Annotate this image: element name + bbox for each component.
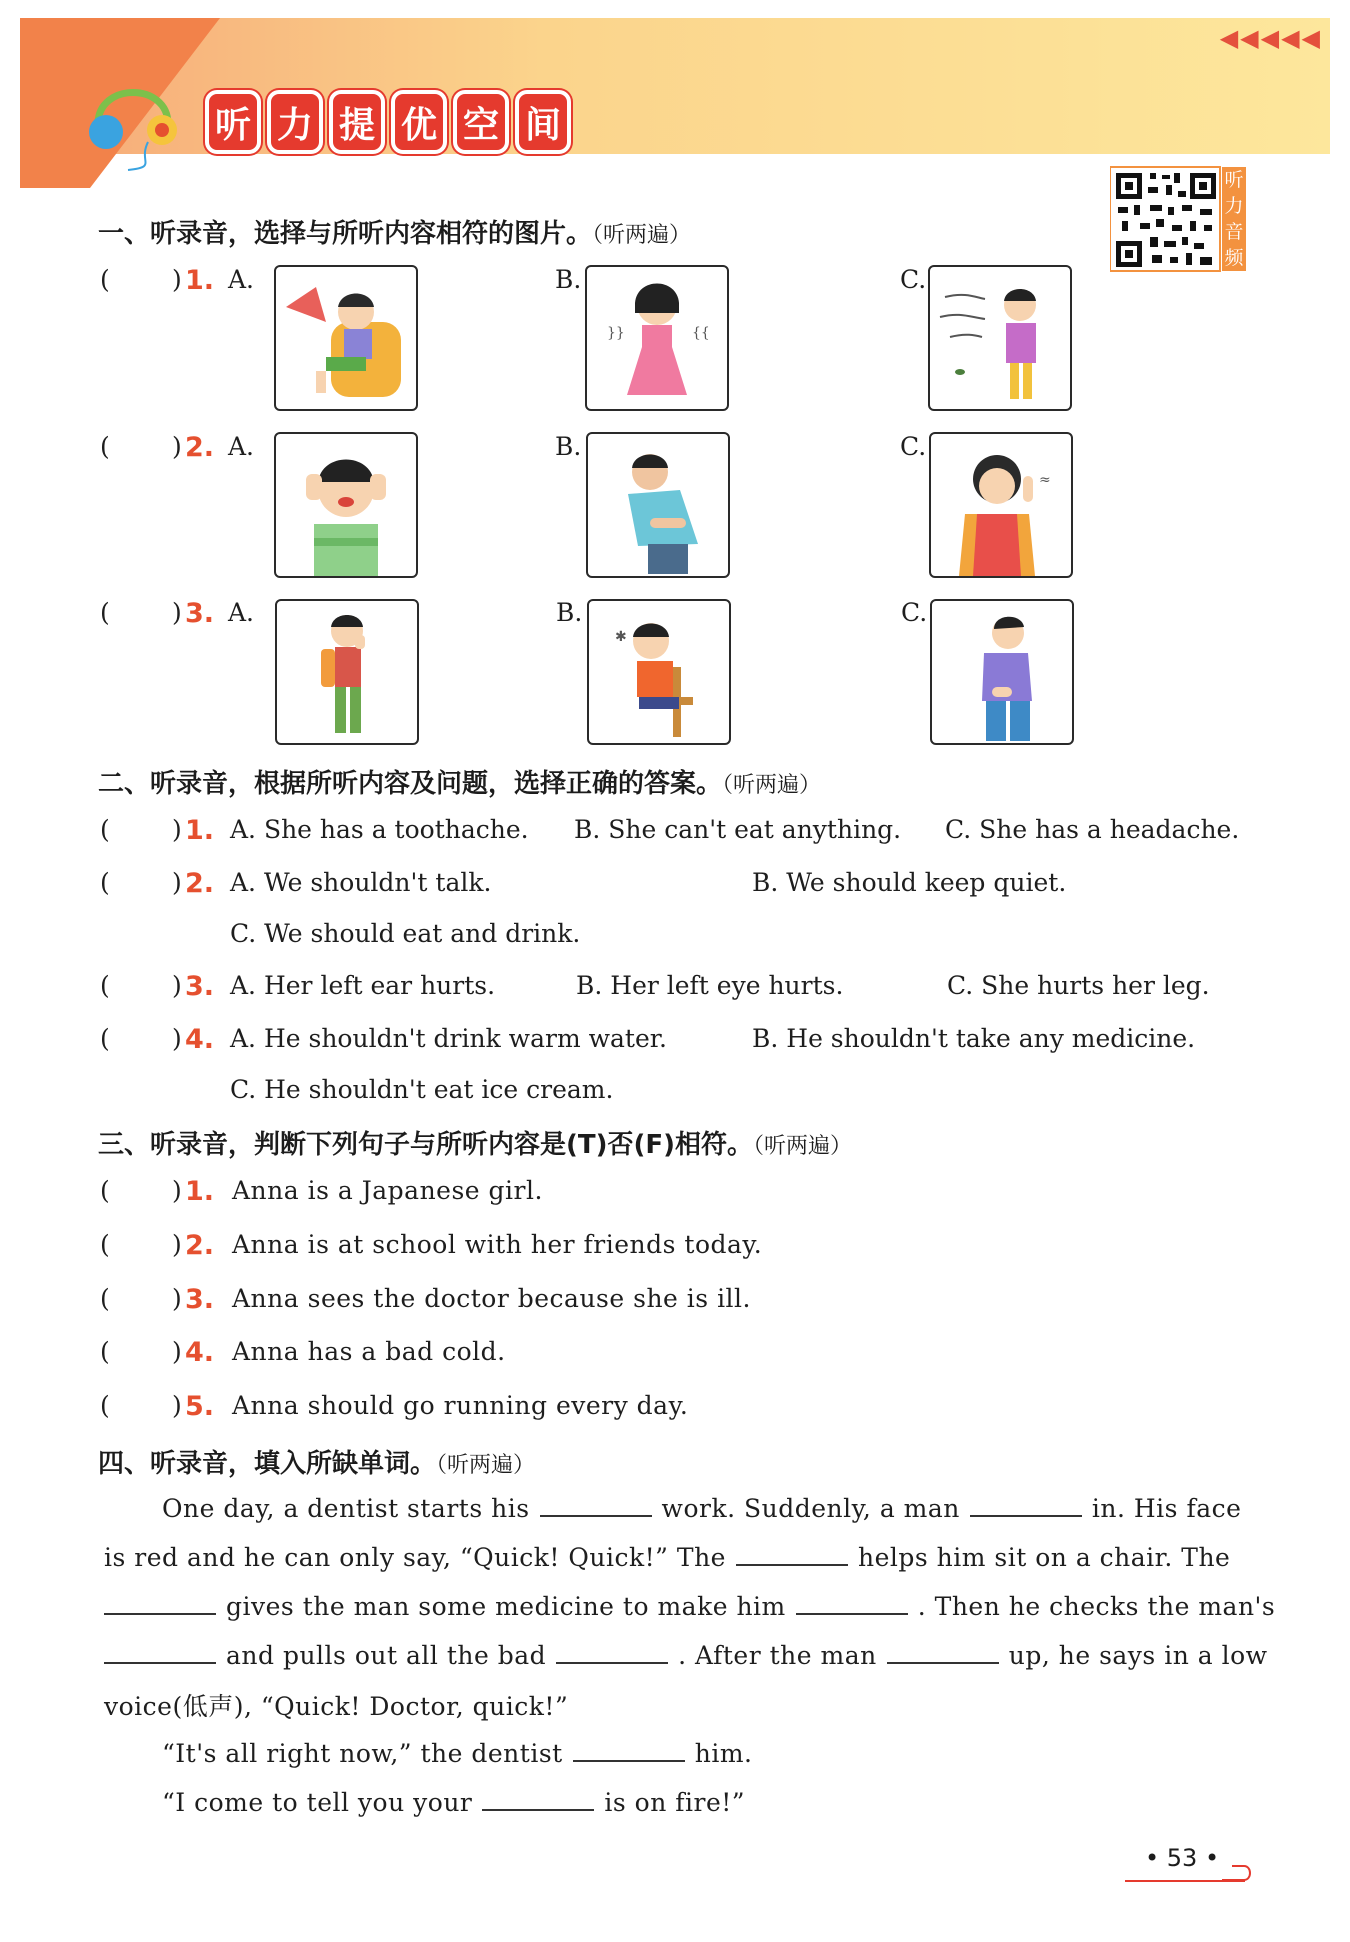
answer-paren-close: ) [172, 815, 182, 844]
statement-text: Anna is a Japanese girl. [232, 1176, 543, 1205]
answer-paren-open: ( [100, 1391, 110, 1420]
option-c: C. She has a headache. [945, 815, 1240, 844]
option-label: A. [228, 265, 255, 294]
woman-earache-icon [931, 434, 1071, 576]
answer-paren-close: ) [172, 1176, 182, 1205]
section2-title [98, 763, 821, 800]
passage-text: up, he says in a low [1008, 1641, 1268, 1670]
option-label: A. [228, 432, 255, 461]
question-number: 1. [185, 265, 215, 296]
option-b: B. She can't eat anything. [574, 815, 902, 844]
title-char: 提 [329, 90, 385, 154]
section-note: （听两遍） [753, 1134, 853, 1159]
picture-boy-chair[interactable] [587, 599, 731, 745]
man-stomachache-icon [588, 434, 728, 576]
answer-paren-close: ) [172, 265, 182, 294]
qr-label-char: 音 [1224, 221, 1244, 243]
passage-text: is on fire!” [604, 1788, 746, 1817]
option-label: C. [900, 432, 927, 461]
option-label: B. [555, 432, 582, 461]
option-b: B. He shouldn't take any medicine. [752, 1024, 1196, 1053]
qr-label [1222, 167, 1246, 271]
page-number: • 53 • [1145, 1844, 1220, 1872]
passage-line [162, 1785, 745, 1817]
passage-line [162, 1736, 752, 1768]
fill-blank[interactable] [482, 1785, 594, 1811]
fill-blank[interactable] [573, 1736, 685, 1762]
question-number: 3. [185, 1284, 215, 1315]
answer-paren-close: ) [172, 1230, 182, 1259]
answer-paren-close: ) [172, 1284, 182, 1313]
question-number: 4. [185, 1337, 215, 1368]
fill-blank[interactable] [887, 1638, 999, 1664]
section-note: （听两遍） [436, 1453, 536, 1478]
title-char: 间 [515, 90, 571, 154]
option-a: A. Her left ear hurts. [230, 971, 496, 1000]
boy-with-fan-icon [276, 267, 416, 409]
passage-text: helps him sit on a chair. The [857, 1543, 1231, 1572]
passage-text: in. His face [1091, 1494, 1242, 1523]
title-char: 力 [267, 90, 323, 154]
qr-label-char: 力 [1224, 195, 1244, 217]
passage-text: . Then he checks the man's [917, 1592, 1276, 1621]
section1-title [98, 213, 691, 250]
answer-paren-open: ( [100, 1337, 110, 1366]
question-number: 5. [185, 1391, 215, 1422]
title-char: 空 [453, 90, 509, 154]
answer-paren-open: ( [100, 432, 110, 461]
answer-paren-close: ) [172, 868, 182, 897]
option-a: A. He shouldn't drink warm water. [230, 1024, 667, 1053]
answer-paren-close: ) [172, 1391, 182, 1420]
question-number: 2. [185, 868, 215, 899]
answer-blank[interactable] [128, 1334, 168, 1366]
fill-blank[interactable] [104, 1638, 216, 1664]
option-label: A. [228, 598, 255, 627]
answer-paren-open: ( [100, 1230, 110, 1259]
answer-paren-open: ( [100, 1176, 110, 1205]
question-number: 4. [185, 1024, 215, 1055]
passage-text: voice(低声), “Quick! Doctor, quick!” [104, 1692, 569, 1721]
question-number: 2. [185, 432, 215, 463]
section4-title [98, 1443, 535, 1480]
passage-line [162, 1491, 1241, 1523]
option-a: A. We shouldn't talk. [230, 868, 492, 897]
qr-label-char: 频 [1224, 247, 1244, 269]
answer-paren-open: ( [100, 1284, 110, 1313]
fill-blank[interactable] [736, 1540, 848, 1566]
passage-text: One day, a dentist starts his [162, 1494, 530, 1523]
answer-paren-open: ( [100, 868, 110, 897]
title-char: 优 [391, 90, 447, 154]
boy-backache-icon [932, 601, 1072, 743]
answer-blank[interactable] [128, 1173, 168, 1205]
picture-man-stomachache[interactable] [586, 432, 730, 578]
fill-blank[interactable] [104, 1589, 216, 1615]
girl-shivering-icon [587, 267, 727, 409]
arrow-decoration-icon: ◀◀◀◀◀ [1219, 24, 1322, 52]
section-title-text: 四、听录音，填入所缺单词。 [98, 1449, 437, 1479]
answer-paren-close: ) [172, 598, 182, 627]
headphone-icon [88, 72, 180, 172]
statement-text: Anna should go running every day. [232, 1391, 689, 1420]
section3-title [98, 1124, 852, 1161]
section-note: （听两遍） [592, 223, 692, 248]
section-note: （听两遍） [722, 773, 822, 798]
passage-text: work. Suddenly, a man [661, 1494, 960, 1523]
answer-blank[interactable] [128, 1281, 168, 1313]
passage-text: him. [694, 1739, 753, 1768]
answer-paren-open: ( [100, 265, 110, 294]
question-number: 3. [185, 971, 215, 1002]
svg-text:{{: {{ [692, 325, 710, 341]
question-number: 1. [185, 815, 215, 846]
passage-line [104, 1540, 1230, 1572]
passage-text: gives the man some medicine to make him [226, 1592, 786, 1621]
answer-blank[interactable] [128, 429, 168, 461]
answer-paren-open: ( [100, 598, 110, 627]
answer-paren-close: ) [172, 1337, 182, 1366]
svg-text:≈: ≈ [1039, 472, 1051, 488]
answer-paren-close: ) [172, 1024, 182, 1053]
question-number: 1. [185, 1176, 215, 1207]
option-b: B. We should keep quiet. [752, 868, 1067, 897]
answer-blank[interactable] [128, 262, 168, 294]
title-char: 听 [205, 90, 261, 154]
option-c: C. He shouldn't eat ice cream. [230, 1075, 614, 1104]
passage-text: and pulls out all the bad [226, 1641, 547, 1670]
answer-blank[interactable] [128, 1021, 168, 1053]
boy-headache-icon [276, 434, 416, 576]
fill-blank[interactable] [540, 1491, 652, 1517]
statement-text: Anna sees the doctor because she is ill. [232, 1284, 751, 1313]
answer-paren-open: ( [100, 1024, 110, 1053]
picture-boy-wind[interactable] [928, 265, 1072, 411]
answer-blank[interactable] [128, 595, 168, 627]
statement-text: Anna has a bad cold. [232, 1337, 506, 1366]
boy-toothache-icon [277, 601, 417, 743]
section-title-text: 一、听录音，选择与所听内容相符的图片。 [98, 219, 593, 249]
answer-blank[interactable] [128, 1388, 168, 1420]
option-label: C. [900, 265, 927, 294]
answer-blank[interactable] [128, 865, 168, 897]
picture-woman-earache[interactable] [929, 432, 1073, 578]
boy-in-wind-icon [930, 267, 1070, 409]
boy-cold-chair-icon [589, 601, 729, 743]
picture-boy-backache[interactable] [930, 599, 1074, 745]
option-c: C. We should eat and drink. [230, 919, 581, 948]
passage-text: is red and he can only say, “Quick! Quick!” The [104, 1543, 726, 1572]
fill-blank[interactable] [970, 1491, 1082, 1517]
answer-paren-open: ( [100, 815, 110, 844]
question-number: 3. [185, 598, 215, 629]
picture-boy-toothache[interactable] [275, 599, 419, 745]
page-title [205, 90, 571, 154]
passage-line [104, 1589, 1275, 1621]
passage-line [104, 1687, 568, 1723]
option-label: C. [901, 598, 928, 627]
svg-text:}}: }} [607, 325, 625, 341]
option-a: A. She has a toothache. [230, 815, 529, 844]
section-title-text: 三、听录音，判断下列句子与所听内容是(T)否(F)相符。 [98, 1130, 754, 1160]
answer-blank[interactable] [128, 812, 168, 844]
fill-blank[interactable] [556, 1638, 668, 1664]
option-c: C. She hurts her leg. [947, 971, 1210, 1000]
answer-blank[interactable] [128, 1227, 168, 1259]
statement-text: Anna is at school with her friends today. [232, 1230, 763, 1259]
question-number: 2. [185, 1230, 215, 1261]
option-b: B. Her left eye hurts. [576, 971, 844, 1000]
passage-text: “I come to tell you your [162, 1788, 473, 1817]
page-curl-icon [1222, 1860, 1252, 1882]
option-label: B. [556, 598, 583, 627]
qr-label-char: 听 [1224, 169, 1244, 191]
answer-paren-close: ) [172, 432, 182, 461]
option-label: B. [555, 265, 582, 294]
svg-text:✱: ✱ [615, 629, 627, 645]
picture-girl-cold[interactable] [585, 265, 729, 411]
section-title-text: 二、听录音，根据所听内容及问题，选择正确的答案。 [98, 769, 723, 799]
fill-blank[interactable] [796, 1589, 908, 1615]
picture-boy-headache[interactable] [274, 432, 418, 578]
answer-blank[interactable] [128, 968, 168, 1000]
passage-text: “It's all right now,” the dentist [162, 1739, 563, 1768]
answer-paren-open: ( [100, 971, 110, 1000]
picture-boy-fan[interactable] [274, 265, 418, 411]
passage-line [104, 1638, 1268, 1670]
answer-paren-close: ) [172, 971, 182, 1000]
passage-text: . After the man [678, 1641, 877, 1670]
